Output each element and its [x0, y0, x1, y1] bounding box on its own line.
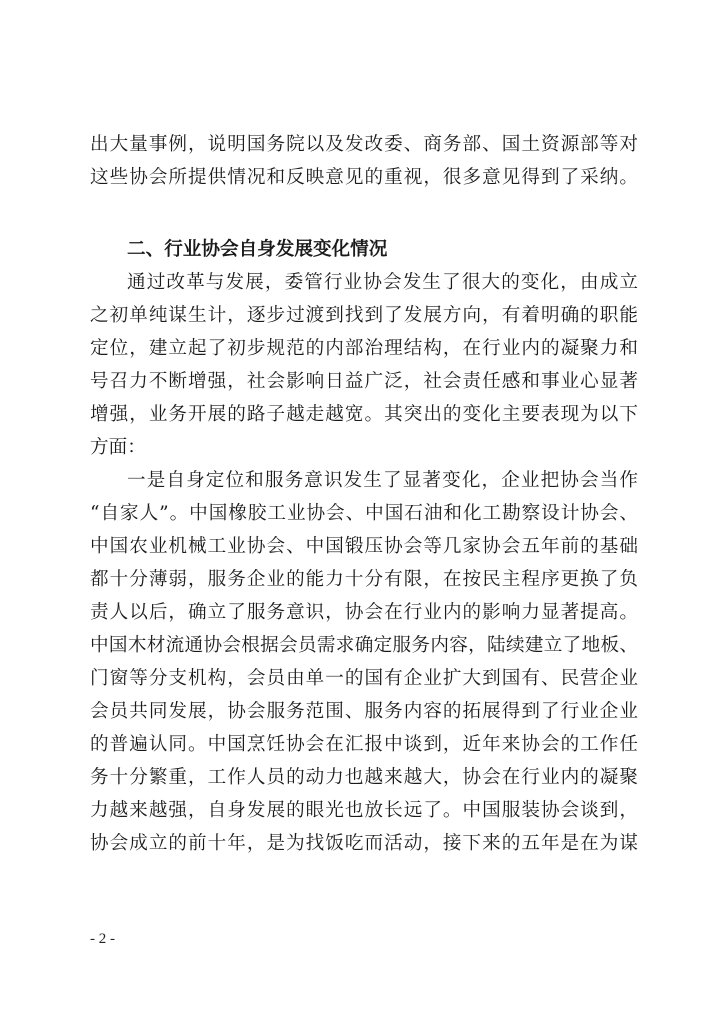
page-number: - 2 -	[90, 931, 115, 947]
text-line: 出大量事例，说明国务院以及发改委、商务部、国土资源部等对	[90, 134, 638, 155]
text-line: 的普遍认同。中国烹饪协会在汇报中谈到，近年来协会的工作任	[90, 734, 638, 755]
text-line: 号召力不断增强，社会影响日益广泛，社会责任感和事业心显著	[90, 371, 638, 392]
text-line: 力越来越强，自身发展的眼光也放长远了。中国服装协会谈到，	[90, 800, 638, 821]
section-heading-block	[90, 233, 638, 266]
text-line: 通过改革与发展，委管行业协会发生了很大的变化，由成立	[127, 272, 638, 293]
text-line: 中国农业机械工业协会、中国锻压协会等几家协会五年前的基础	[90, 536, 638, 557]
text-line: 增强，业务开展的路子越走越宽。其突出的变化主要表现为以下	[90, 404, 638, 425]
text-line: 协会成立的前十年，是为找饭吃而活动，接下来的五年是在为谋	[90, 833, 638, 854]
paragraph-2	[90, 464, 638, 860]
text-line: 之初单纯谋生计，逐步过渡到找到了发展方向，有着明确的职能	[90, 305, 638, 326]
text-line: 会员共同发展，协会服务范围、服务内容的拓展得到了行业企业	[90, 701, 638, 722]
text-line: 一是自身定位和服务意识发生了显著变化，企业把协会当作	[127, 470, 638, 491]
text-line: 方面：	[90, 437, 146, 458]
text-line: 门窗等分支机构，会员由单一的国有企业扩大到国有、民营企业	[90, 668, 638, 689]
text-line: 务十分繁重，工作人员的动力也越来越大，协会在行业内的凝聚	[90, 767, 638, 788]
text-line: 责人以后，确立了服务意识，协会在行业内的影响力显著提高。	[90, 602, 638, 623]
section-heading: 二、行业协会自身发展变化情况	[127, 239, 388, 260]
text-line: 这些协会所提供情况和反映意见的重视，很多意见得到了采纳。	[90, 167, 638, 188]
text-line: “自家人”。中国橡胶工业协会、中国石油和化工勘察设计协会、	[90, 503, 638, 524]
intro-paragraph	[90, 128, 638, 194]
text-line: 定位，建立起了初步规范的内部治理结构，在行业内的凝聚力和	[90, 338, 638, 359]
text-line: 都十分薄弱，服务企业的能力十分有限，在按民主程序更换了负	[90, 569, 638, 590]
text-line: 中国木材流通协会根据会员需求确定服务内容，陆续建立了地板、	[90, 635, 638, 656]
paragraph-1	[90, 266, 638, 464]
